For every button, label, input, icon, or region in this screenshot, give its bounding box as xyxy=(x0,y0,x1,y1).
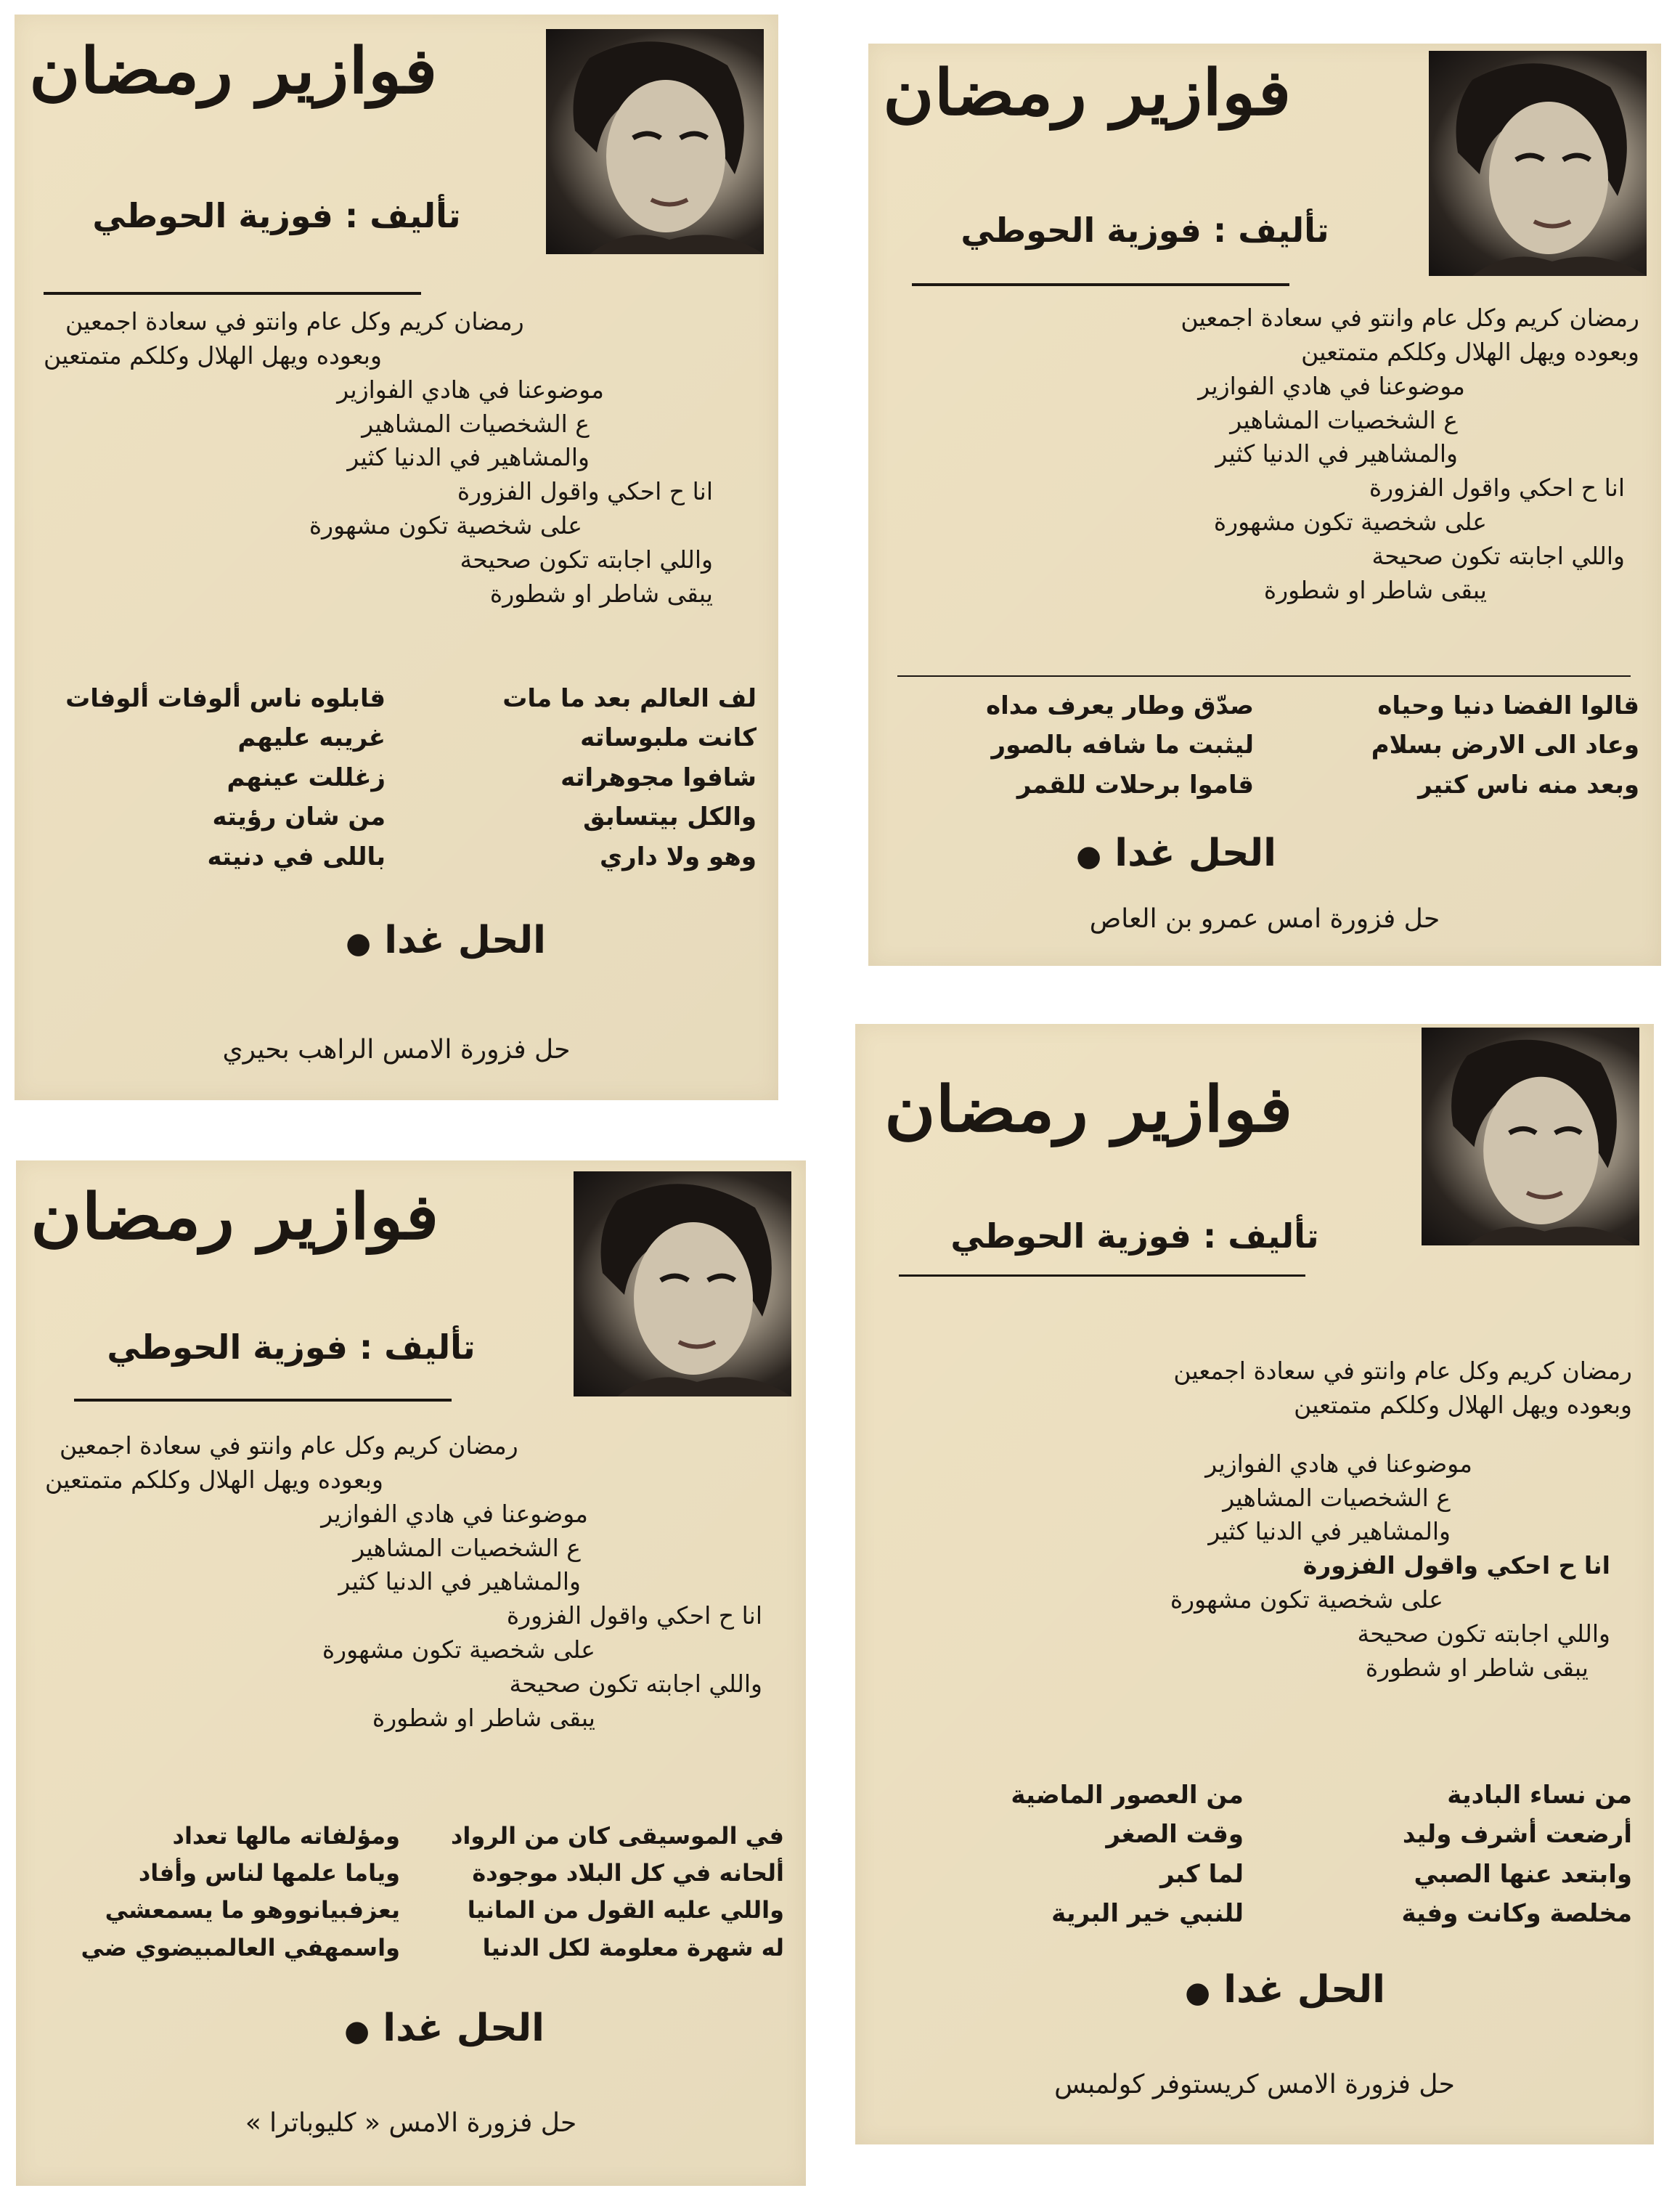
intro-poem xyxy=(44,305,757,611)
riddle-line: قابلوه ناس ألوفات ألوفات xyxy=(65,684,386,713)
poem-line: يبقى شاطر او شطورة xyxy=(489,579,713,608)
divider-line xyxy=(912,283,1289,286)
portrait-illustration xyxy=(1429,51,1647,276)
poem-line: ع الشخصيات المشاهير xyxy=(1223,1483,1451,1512)
divider-line xyxy=(899,1274,1305,1277)
poem-line: رمضان كريم وكل عام وانتو في سعادة اجمعين xyxy=(65,307,524,336)
riddle-line: واسمهفي العالمبيضوي ضي xyxy=(81,1933,400,1961)
bullet-icon: ● xyxy=(1185,1976,1211,2009)
poem-line: وبعوده ويهل الهلال وكلكم متمتعين xyxy=(45,1465,383,1494)
poem-line: انا ح احكي واقول الفزورة xyxy=(506,1601,762,1630)
answer-label: الحل غدا xyxy=(383,2006,545,2050)
answer-tomorrow xyxy=(1185,1968,1385,2012)
riddle-line: من شان رؤيته xyxy=(212,802,386,832)
riddle-line: صدّق وطار يعرف مداه xyxy=(986,691,1254,720)
riddle-line: في الموسيقى كان من الرواد xyxy=(450,1822,784,1850)
poem-line: وبعوده ويهل الهلال وكلكم متمتعين xyxy=(44,341,382,370)
newspaper-clipping-1 xyxy=(15,15,778,1100)
riddle-line: وبعد منه ناس كتير xyxy=(1418,770,1639,800)
riddle-column-right xyxy=(1276,686,1639,805)
poem-line: على شخصية تكون مشهورة xyxy=(309,511,582,540)
riddle-column-left xyxy=(36,679,386,877)
newspaper-clipping-3 xyxy=(16,1160,806,2186)
riddle-line: له شهرة معلومة لكل الدنيا xyxy=(482,1933,784,1961)
riddle-line: قالوا الفضا دنيا وحياه xyxy=(1377,691,1639,720)
author-portrait-image xyxy=(1422,1028,1639,1245)
portrait-illustration xyxy=(574,1171,791,1396)
poem-line: على شخصية تكون مشهورة xyxy=(1213,508,1487,537)
answer-label: الحل غدا xyxy=(384,919,546,962)
poem-line: والمشاهير في الدنيا كثير xyxy=(347,443,590,472)
newspaper-clipping-2 xyxy=(868,44,1661,966)
poem-line: واللي اجابته تكون صحيحة xyxy=(1357,1619,1610,1648)
poem-line: واللي اجابته تكون صحيحة xyxy=(460,545,713,574)
riddle-line: كانت ملبوساته xyxy=(580,723,757,753)
poem-line: انا ح احكي واقول الفزورة xyxy=(1369,473,1625,503)
answer-tomorrow xyxy=(344,2006,545,2050)
poem-line: رمضان كريم وكل عام وانتو في سعادة اجمعين xyxy=(60,1431,518,1460)
author-byline: تأليف : فوزية الحوطي xyxy=(92,196,461,235)
author-portrait-image xyxy=(546,29,764,254)
riddle-column-right xyxy=(1265,1776,1632,1934)
intro-poem xyxy=(897,301,1639,608)
riddle-verses xyxy=(877,1776,1632,1934)
poem-line: موضوعنا في هادي الفوازير xyxy=(1198,371,1465,400)
riddle-line: ألحانه في كل البلاد موجودة xyxy=(472,1859,784,1887)
poem-line: رمضان كريم وكل عام وانتو في سعادة اجمعين xyxy=(1181,304,1639,332)
poem-line: والمشاهير في الدنيا كثير xyxy=(1215,439,1458,468)
riddle-line: غريبه عليهم xyxy=(237,723,386,753)
author-byline: تأليف : فوزية الحوطي xyxy=(950,1216,1319,1256)
poem-line: انا ح احكي واقول الفزورة xyxy=(1302,1551,1610,1580)
riddle-line: لف العالم بعد ما مات xyxy=(502,684,757,713)
riddle-line: واللي عليه القول من المانيا xyxy=(467,1896,784,1924)
previous-answer: حل فزورة الامس الراهب بحيري xyxy=(222,1035,571,1065)
poem-line: موضوعنا في هادي الفوازير xyxy=(1205,1449,1472,1478)
poem-line: والمشاهير في الدنيا كثير xyxy=(1208,1517,1451,1546)
author-byline: تأليف : فوزية الحوطي xyxy=(961,211,1329,250)
riddle-line: وابتعد عنها الصبي xyxy=(1414,1859,1632,1889)
riddle-line: وهو ولا داري xyxy=(600,842,757,871)
riddle-line: من نساء البادية xyxy=(1447,1781,1632,1810)
poem-line: على شخصية تكون مشهورة xyxy=(322,1635,595,1664)
riddle-line: وياما علمها لناس وأفاد xyxy=(138,1859,400,1887)
poem-line: رمضان كريم وكل عام وانتو في سعادة اجمعين xyxy=(1173,1357,1632,1385)
riddle-line: يعزفبيانووهو ما يسمعشي xyxy=(105,1896,400,1924)
previous-answer: حل فزورة الامس « كليوباترا » xyxy=(245,2108,577,2138)
answer-label: الحل غدا xyxy=(1223,1968,1385,2012)
riddle-line: للنبي خير البرية xyxy=(1051,1899,1244,1929)
poem-line: واللي اجابته تكون صحيحة xyxy=(1371,542,1625,571)
poem-line: وبعوده ويهل الهلال وكلكم متمتعين xyxy=(1294,1390,1632,1419)
answer-tomorrow xyxy=(346,919,546,962)
riddle-verses xyxy=(38,1818,784,1967)
poem-line: واللي اجابته تكون صحيحة xyxy=(509,1670,762,1699)
riddle-column-left xyxy=(890,686,1254,805)
divider-line xyxy=(44,292,421,295)
portrait-illustration xyxy=(1422,1028,1639,1245)
previous-answer: حل فزورة الامس كريستوفر كولمبس xyxy=(1054,2070,1455,2099)
author-byline: تأليف : فوزية الحوطي xyxy=(107,1327,476,1367)
poem-line: على شخصية تكون مشهورة xyxy=(1170,1585,1443,1614)
masthead-title: فوازير رمضان xyxy=(884,1072,1293,1147)
portrait-illustration xyxy=(546,29,764,254)
riddle-line: شافوا مجوهراته xyxy=(560,763,757,792)
riddle-line: من العصور الماضية xyxy=(1011,1781,1244,1810)
riddle-line: ومؤلفاته مالها تعداد xyxy=(172,1822,400,1850)
poem-line: ع الشخصيات المشاهير xyxy=(353,1533,581,1562)
poem-line: يبقى شاطر او شطورة xyxy=(372,1703,595,1732)
riddle-line: وعاد الى الارض بسلام xyxy=(1371,731,1639,760)
bullet-icon: ● xyxy=(346,927,372,960)
riddle-line: باللى في دنيته xyxy=(207,842,386,871)
newspaper-clipping-4 xyxy=(855,1024,1654,2144)
poem-line: موضوعنا في هادي الفوازير xyxy=(337,375,604,404)
intro-poem xyxy=(45,1429,784,1736)
riddle-column-left xyxy=(877,1776,1244,1934)
poem-line: يبقى شاطر او شطورة xyxy=(1263,575,1487,604)
riddle-line: زغللت عينهم xyxy=(227,763,386,792)
riddle-line: مخلصة وكانت وفية xyxy=(1401,1899,1632,1929)
answer-label: الحل غدا xyxy=(1114,831,1276,875)
riddle-column-right xyxy=(407,679,757,877)
divider-line xyxy=(74,1399,452,1402)
divider-line xyxy=(897,675,1631,677)
riddle-line: أرضعت أشرف وليد xyxy=(1402,1820,1632,1850)
poem-line: والمشاهير في الدنيا كثير xyxy=(338,1567,581,1596)
answer-tomorrow xyxy=(1076,831,1276,875)
masthead-title: فوازير رمضان xyxy=(29,33,438,108)
poem-line: ع الشخصيات المشاهير xyxy=(1230,405,1458,434)
riddle-line: والكل بيتسابق xyxy=(583,802,757,832)
riddle-verses xyxy=(36,679,757,877)
poem-line: وبعوده ويهل الهلال وكلكم متمتعين xyxy=(1301,337,1639,366)
poem-line: ع الشخصيات المشاهير xyxy=(362,409,590,438)
author-portrait-image xyxy=(1429,51,1647,276)
poem-line: موضوعنا في هادي الفوازير xyxy=(321,1499,588,1528)
riddle-line: لما كبر xyxy=(1160,1859,1244,1889)
masthead-title: فوازير رمضان xyxy=(30,1179,439,1254)
riddle-column-left xyxy=(38,1818,400,1967)
riddle-verses xyxy=(890,686,1639,805)
poem-line: انا ح احكي واقول الفزورة xyxy=(457,477,713,506)
poem-line: يبقى شاطر او شطورة xyxy=(1365,1653,1589,1682)
masthead-title: فوازير رمضان xyxy=(883,55,1292,130)
riddle-column-right xyxy=(422,1818,784,1967)
riddle-line: قاموا برحلات للقمر xyxy=(1016,770,1254,800)
riddle-line: وقت الصغر xyxy=(1106,1820,1244,1850)
riddle-line: ليثبت ما شافه بالصور xyxy=(991,731,1254,760)
previous-answer: حل فزورة امس عمرو بن العاص xyxy=(1089,904,1440,934)
bullet-icon: ● xyxy=(344,2014,370,2048)
author-portrait-image xyxy=(574,1171,791,1396)
bullet-icon: ● xyxy=(1076,839,1102,873)
intro-poem xyxy=(884,1354,1632,1686)
